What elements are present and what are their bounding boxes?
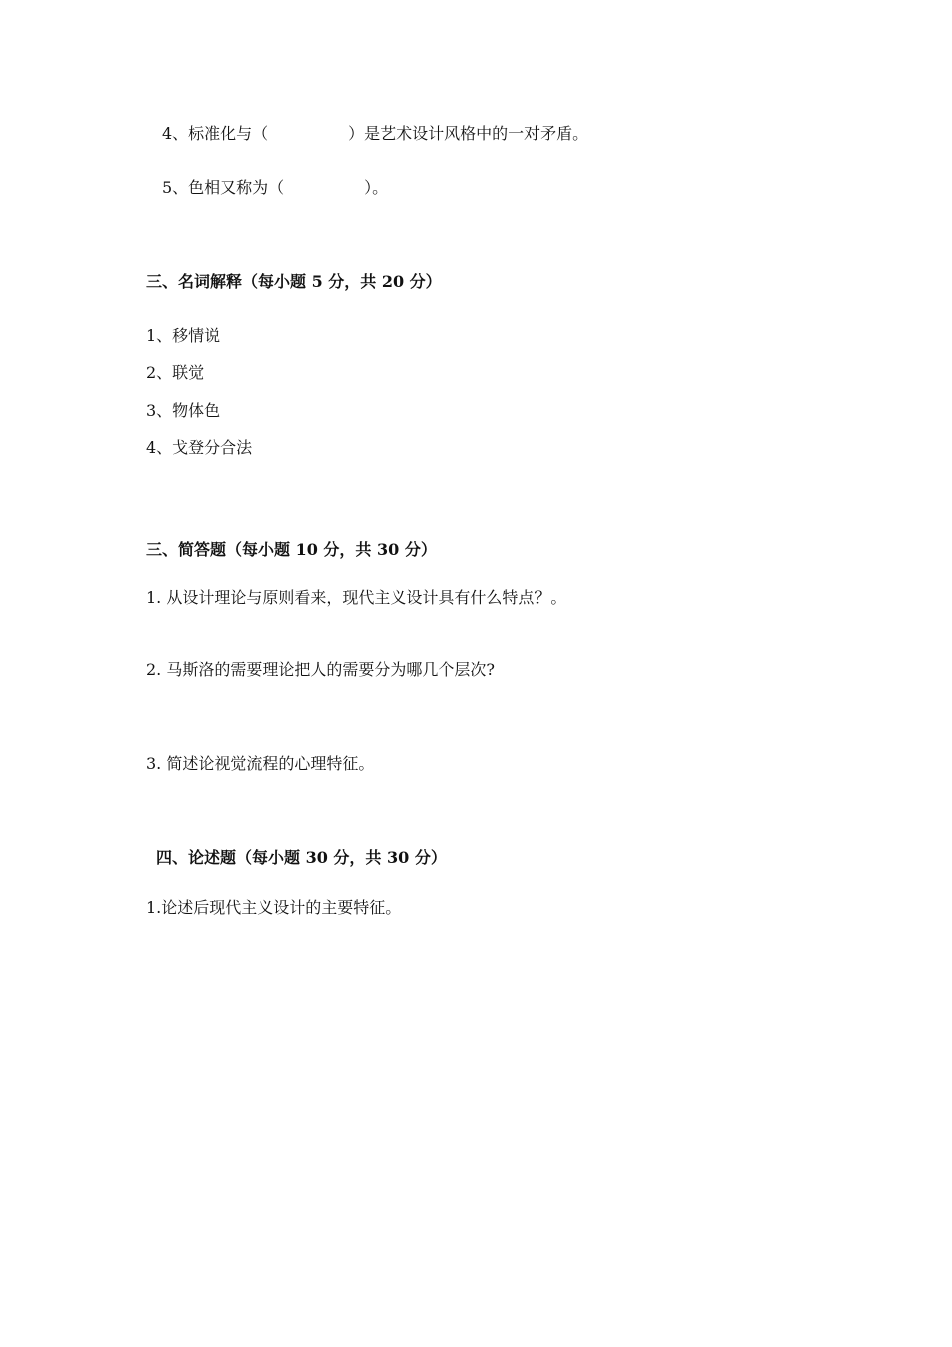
section-heading-terms: 三、名词解释（每小题 5 分，共 20 分） bbox=[146, 272, 442, 291]
short-answer-question-2: 2. 马斯洛的需要理论把人的需要分为哪几个层次? bbox=[146, 660, 495, 679]
short-answer-question-1: 1. 从设计理论与原则看来，现代主义设计具有什么特点？。 bbox=[146, 588, 567, 607]
section-heading-short-answer: 三、简答题（每小题 10 分，共 30 分） bbox=[146, 540, 437, 559]
fill-in-question-5: 5、色相又称为（ ）。 bbox=[162, 178, 389, 197]
term-item-3: 3、物体色 bbox=[146, 401, 221, 420]
term-item-2: 2、联觉 bbox=[146, 363, 205, 382]
section-heading-essay: 四、论述题（每小题 30 分，共 30 分） bbox=[156, 848, 447, 867]
fill-in-question-4: 4、标准化与（ ）是艺术设计风格中的一对矛盾。 bbox=[162, 124, 589, 143]
term-item-1: 1、移情说 bbox=[146, 326, 221, 345]
essay-question-1: 1.论述后现代主义设计的主要特征。 bbox=[146, 898, 402, 917]
term-item-4: 4、戈登分合法 bbox=[146, 438, 253, 457]
short-answer-question-3: 3. 简述论视觉流程的心理特征。 bbox=[146, 754, 375, 773]
